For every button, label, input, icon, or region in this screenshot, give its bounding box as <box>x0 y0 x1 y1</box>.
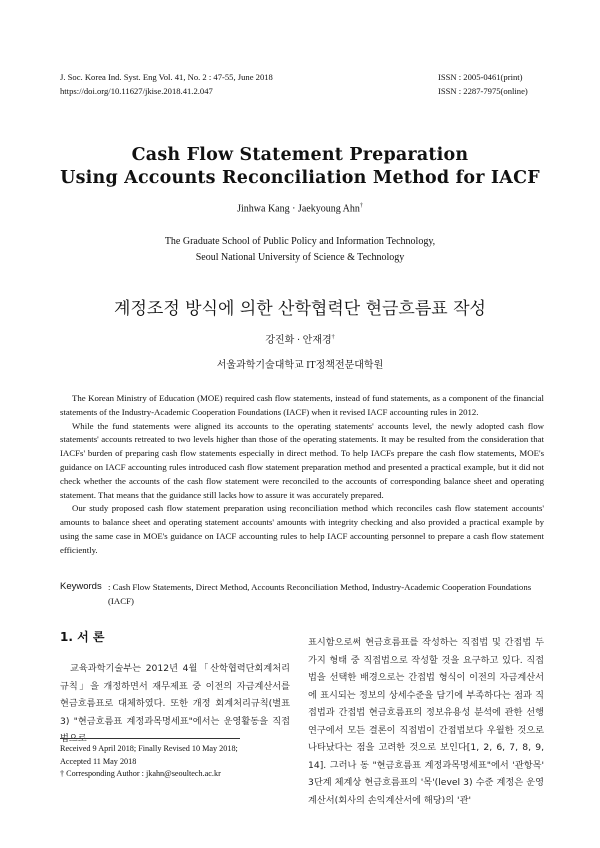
footnote-received: Received 9 April 2018; Finally Revised 10 May 2018; <box>60 744 238 753</box>
authors <box>0 203 600 214</box>
journal-line: J. Soc. Korea Ind. Syst. Eng Vol. 41, No. 2 : 47-55, June 2018 <box>60 72 273 82</box>
footnotes <box>60 743 292 781</box>
affiliation <box>0 234 600 266</box>
corresponding-mark: † <box>359 203 363 209</box>
intro-left-text: 교육과학기술부는 2012년 4월「산학협력단회계처리규칙」을 개정하면서 재무제표 중 이전의 자금계산서를 현금흐름표로 대체하였다. 또한 개정 회계처리규칙(별표 3) "현금흐름표 계정과목명세표"에서는 운영활동을 직접법으로 <box>60 663 290 744</box>
keywords-label: Keywords <box>60 581 102 592</box>
korean-title: 계정조정 방식에 의한 산학협력단 현금흐름표 작성 <box>114 299 486 319</box>
section-heading-introduction: 1. 서 론 <box>60 630 105 644</box>
affiliation-line-2: Seoul National University of Science & Technology <box>195 252 405 263</box>
issn-block <box>438 70 528 98</box>
doi-link[interactable]: https://doi.org/10.11627/jkise.2018.41.2.047 <box>60 86 213 96</box>
abstract-paragraph-2: While the fund statements were aligned its accounts to the operating statements' accounts level, the newly adopted cash flow statements' accounts retreated to two levels higher than those of the operating statements. It may be resulted from the consideration that IACFs' burden of preparing cash flow statements especially in direct method. To help IACFs prepare the cash flow statements, MOE's guidance on IACF accounting rules introduced cash flow statement preparation method and presented a practical example, but it did not check whether the accounts of the cash flow statement were reconciled to the accounts of corresponding balance sheet and operating statement. That means that the guidance still lacks how to assure it was accurately prepared. <box>60 420 544 500</box>
author-names: Jinhwa Kang · Jaekyoung Ahn <box>237 203 360 215</box>
paper-title <box>0 144 600 190</box>
abstract <box>60 392 544 558</box>
korean-authors <box>0 331 600 346</box>
korean-author-names: 강진화 · 안재경 <box>265 335 332 346</box>
title-line-2: Using Accounts Reconciliation Method for IACF <box>60 168 540 188</box>
issn-online: ISSN : 2287-7975(online) <box>438 86 528 96</box>
footnote-divider <box>60 738 240 739</box>
affiliation-line-1: The Graduate School of Public Policy and Information Technology, <box>164 236 436 247</box>
footnote-accepted: Accepted 11 May 2018 <box>60 756 137 766</box>
title-line-1: Cash Flow Statement Preparation <box>131 145 469 165</box>
issn-print: ISSN : 2005-0461(print) <box>438 72 523 82</box>
korean-affiliation: 서울과학기술대학교 IT정책전문대학원 <box>216 360 384 371</box>
journal-citation <box>60 70 273 98</box>
intro-left-column <box>60 660 290 748</box>
intro-right-column <box>308 634 544 809</box>
keywords-text: : Cash Flow Statements, Direct Method, Accounts Reconciliation Method, Industry-Academic Cooperation Foundations (IACF) <box>108 582 532 606</box>
intro-right-text: 표시함으로써 현금흐름표를 작성하는 직접법 및 간접법 두 가지 형태 중 직접법으로 작성할 것을 요구하고 있다. 직접법을 선택한 배경으로는 간접법 형식이 이전의 자금계산서에 표시되는 정보의 상세수준을 담기에 부족하다는 점과 직접법과 간접법 현금흐름표의 정보유용성 분석에 관한 선행연구에서 모든 결론이 직접법이 간접법보다 우월한 것으로 나타났다는 점을 고려한 것으로 보인다[1, 2, 6, 7, 8, 9, 14]. 그러나 동 "현금흐름표 계정과목명세표"에서 '관항목' 3단계 체계상 현금흐름표의 '목'(level 3) 수준 계정은 운영계산서(회사의 손익계산서에 해당)의 '관' <box>308 637 544 806</box>
footnote-corresponding: † Corresponding Author : jkahn@seoultech.ac.kr <box>60 769 221 778</box>
abstract-paragraph-1: The Korean Ministry of Education (MOE) required cash flow statements, instead of fund statements, as a component of the financial statements of the Industry-Academic Cooperation Foundations (IACF) when it revised IACF accounting rules in 2012. <box>60 393 544 417</box>
korean-corresponding-mark: † <box>331 334 335 341</box>
abstract-paragraph-3: Our study proposed cash flow statement preparation using reconciliation method which reconciles cash flow statement accounts' amounts to balance sheet and operating statement accounts' amounts with integrity checking and also provided a practical example by using the same case in MOE's guidance on IACF accounting rules to help IACF accounting personnel to prepare a cash flow statement efficiently. <box>60 503 544 555</box>
